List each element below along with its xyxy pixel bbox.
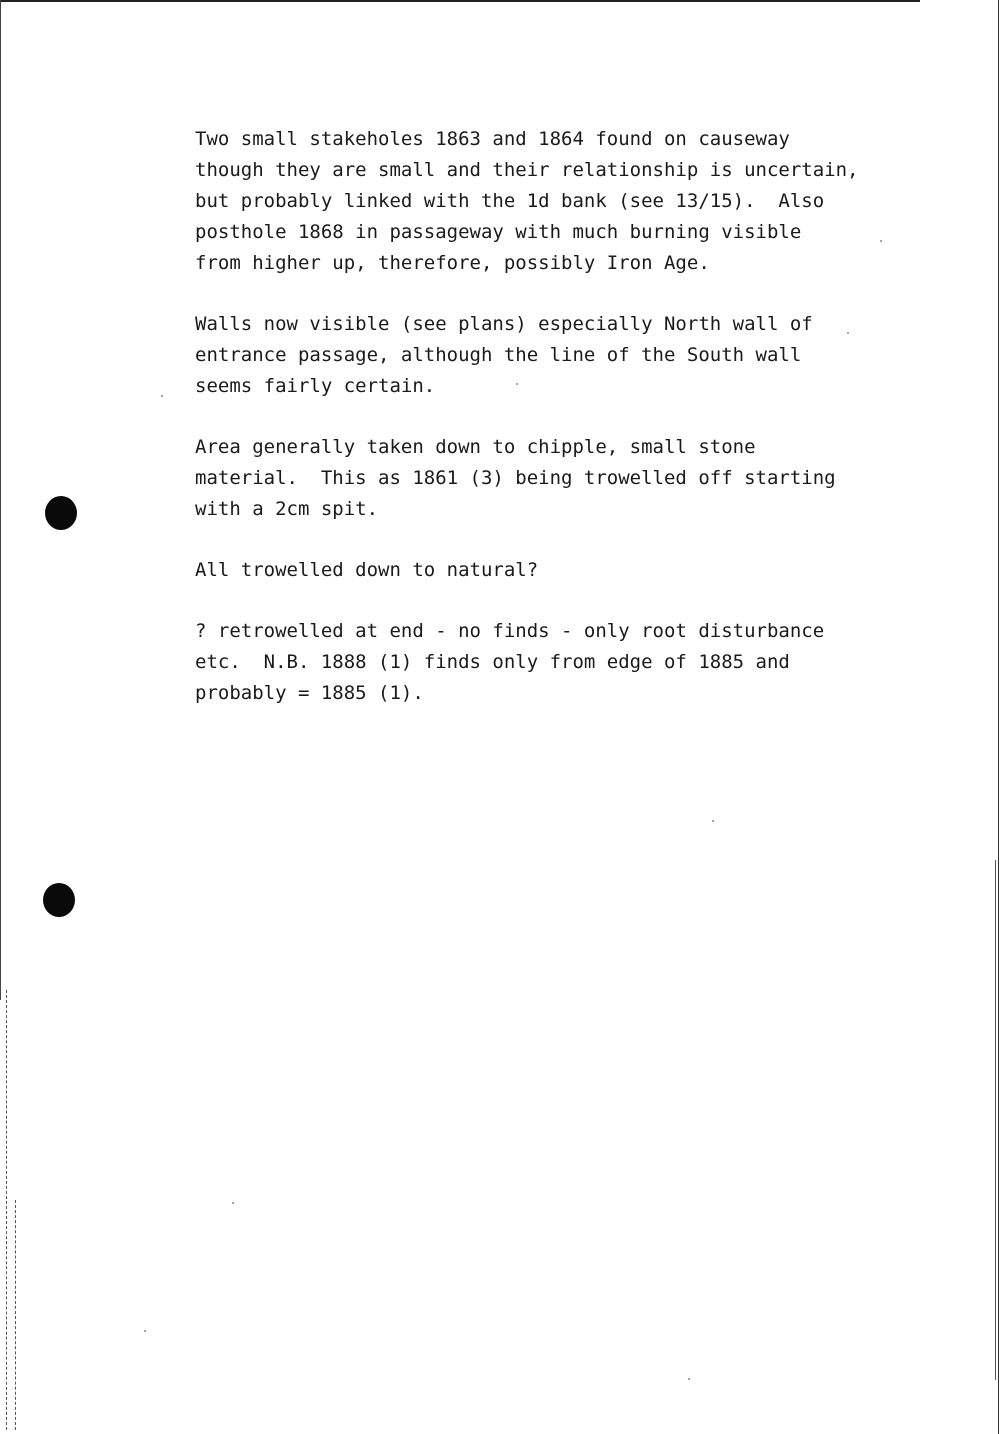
text-line: All trowelled down to natural? <box>195 559 539 581</box>
text-line: Two small stakeholes 1863 and 1864 found on causeway <box>195 128 790 150</box>
page-right-edge <box>998 0 999 1434</box>
text-line: Walls now visible (see plans) especially North wall of <box>195 313 813 335</box>
punch-hole-icon <box>43 883 75 917</box>
text-line: etc. N.B. 1888 (1) finds only from edge of 1885 and <box>195 651 790 673</box>
scan-speck <box>161 395 163 397</box>
page-left-scan-artifact-inner <box>15 1200 16 1430</box>
scan-speck <box>712 820 714 822</box>
text-line: material. This as 1861 (3) being trowelled off starting <box>195 467 836 489</box>
text-line: from higher up, therefore, possibly Iron Age. <box>195 252 710 274</box>
text-line: entrance passage, although the line of the South wall <box>195 344 802 366</box>
scan-speck <box>688 1378 690 1380</box>
text-line: with a 2cm spit. <box>195 498 379 520</box>
text-line: posthole 1868 in passageway with much burning visible <box>195 221 802 243</box>
notes-body <box>195 124 915 739</box>
punch-hole-icon <box>45 496 77 530</box>
text-line: probably = 1885 (1). <box>195 682 424 704</box>
text-line: seems fairly certain. <box>195 375 436 397</box>
text-line: though they are small and their relationship is uncertain, <box>195 159 859 181</box>
text-line: Area generally taken down to chipple, small stone <box>195 436 756 458</box>
page-left-scan-artifact <box>6 990 7 1430</box>
paragraph-trowelled <box>195 555 915 586</box>
text-line: but probably linked with the 1d bank (see 13/15). Also <box>195 190 825 212</box>
scan-speck <box>232 1202 234 1204</box>
page-right-scan-artifact <box>995 860 996 1380</box>
page-top-edge <box>0 0 920 2</box>
paragraph-stakeholes <box>195 124 915 279</box>
paragraph-walls <box>195 309 915 402</box>
paragraph-area <box>195 432 915 525</box>
paragraph-retrowelled <box>195 616 915 709</box>
scan-speck <box>144 1330 146 1332</box>
page-left-edge <box>0 0 1 1000</box>
text-line: ? retrowelled at end - no finds - only root disturbance <box>195 620 825 642</box>
